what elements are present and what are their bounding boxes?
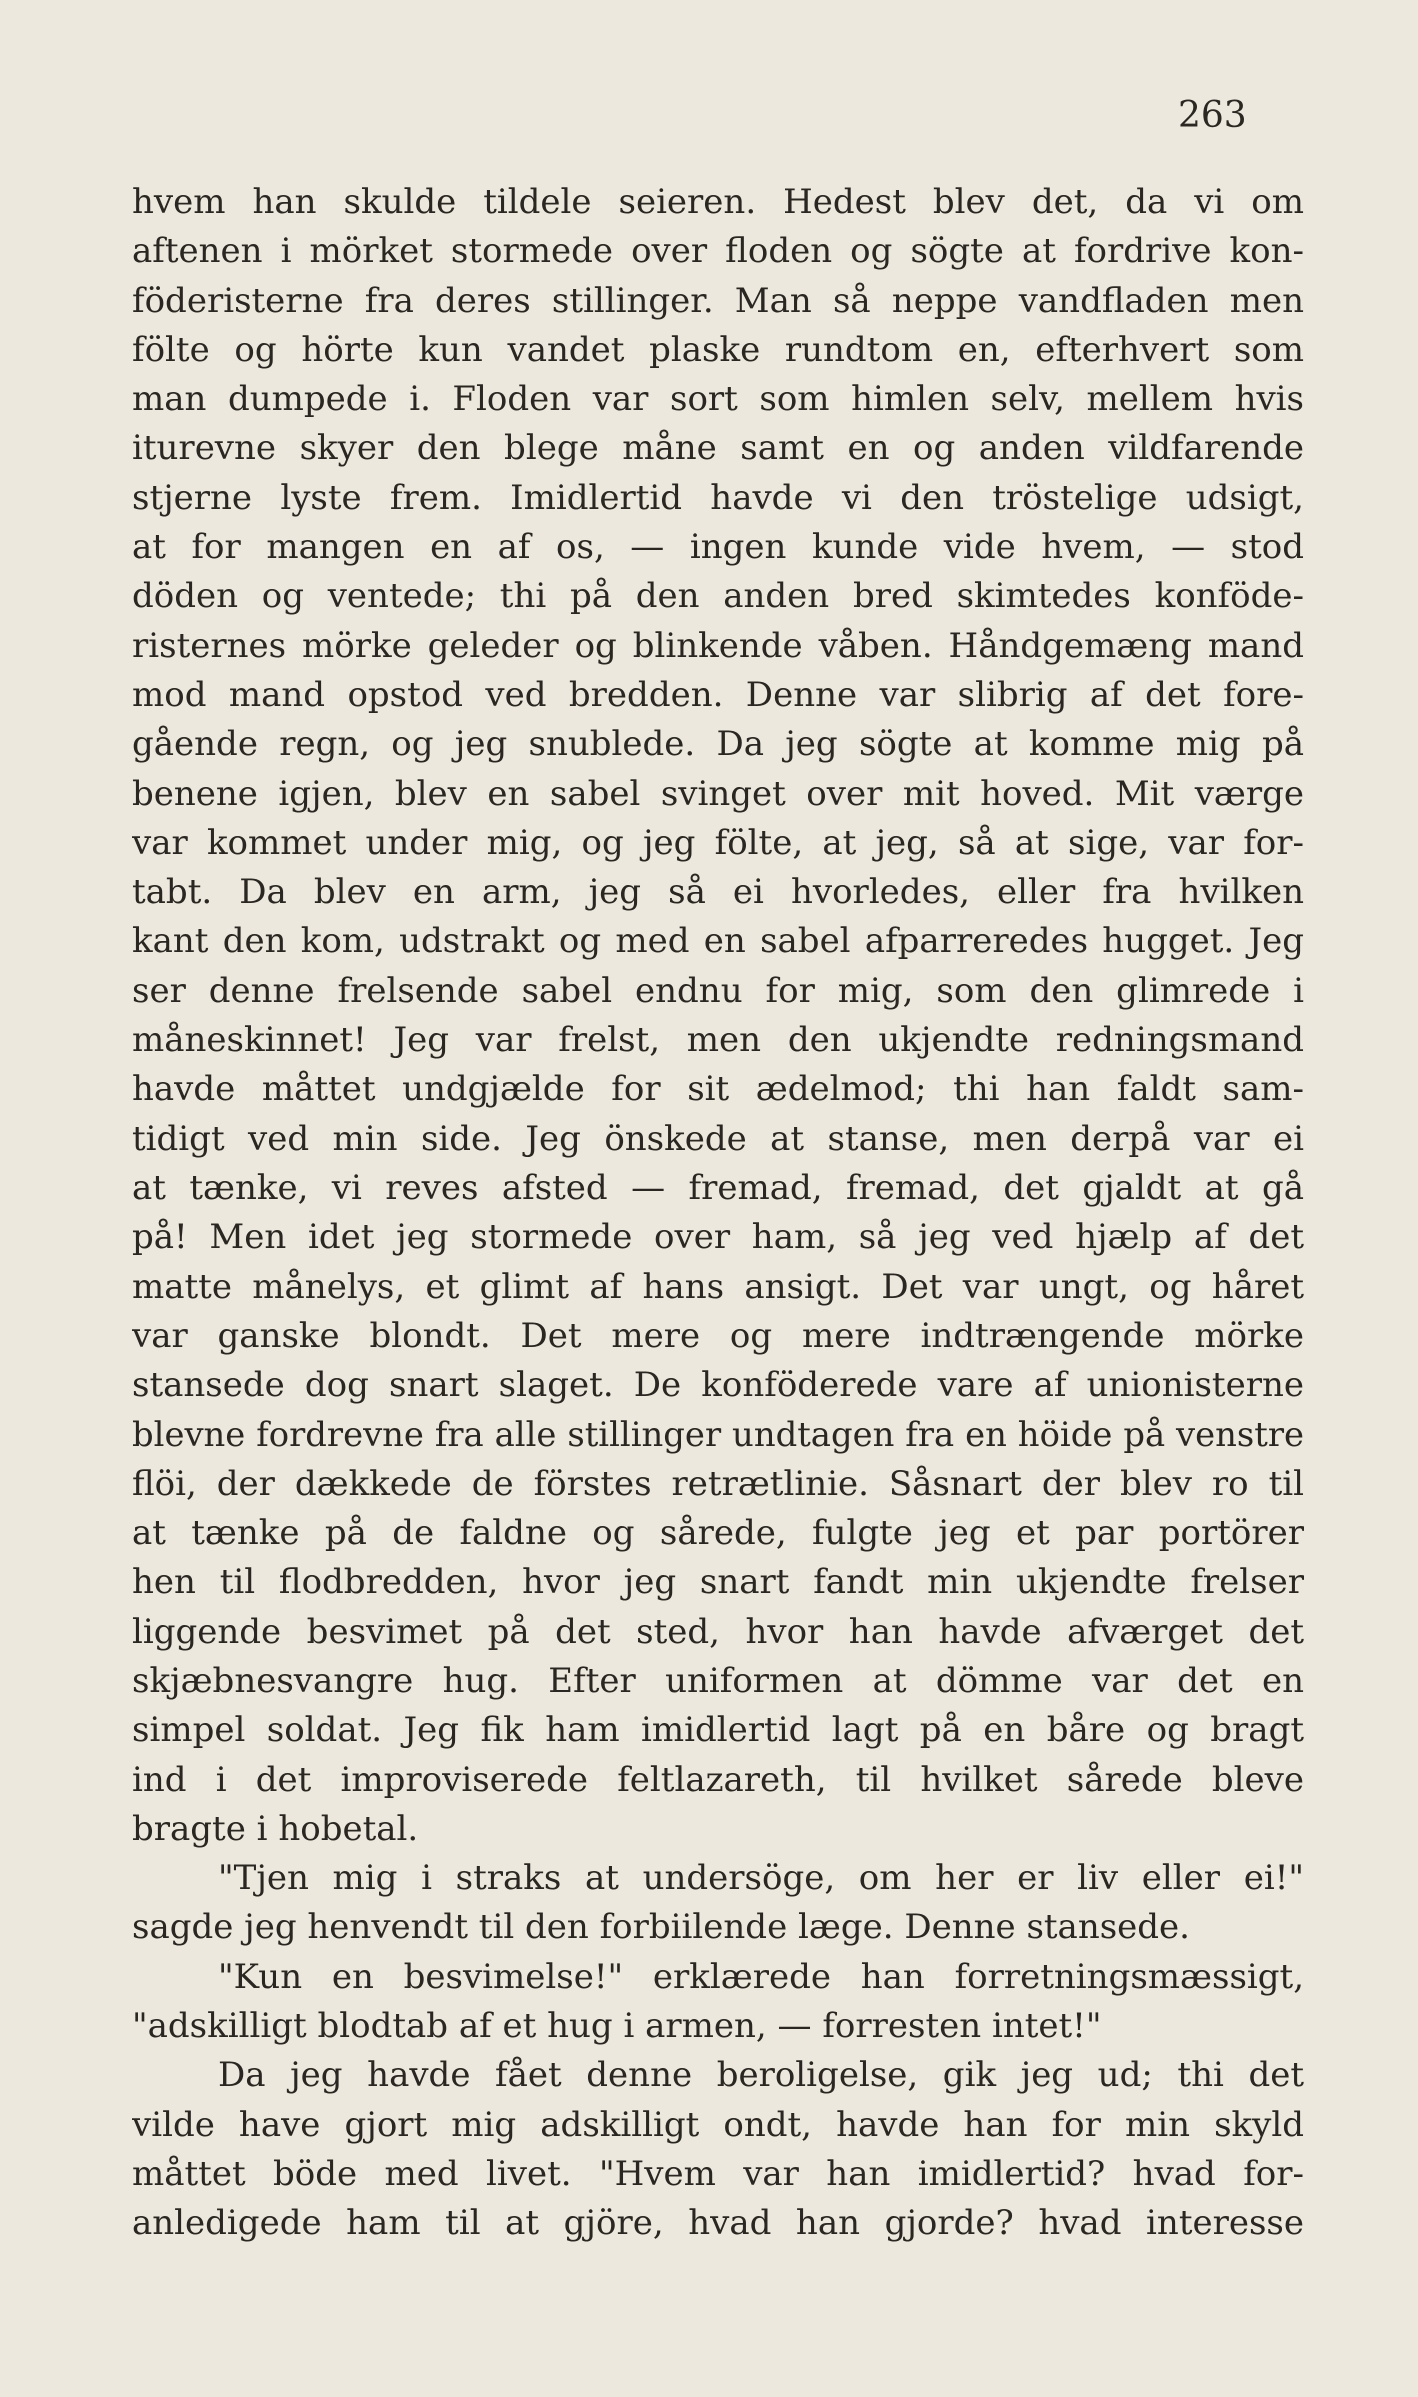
text-line: var kommet under mig, og jeg fölte, at jeg, så at sige, var for- <box>132 822 1304 863</box>
text-line: liggende besvimet på det sted, hvor han havde afværget det <box>132 1611 1304 1652</box>
text-line: var ganske blondt. Det mere og mere indtrængende mörke <box>132 1315 1304 1356</box>
paragraph <box>132 178 1304 1854</box>
paragraph <box>132 2051 1304 2248</box>
text-line: måttet böde med livet. "Hvem var han imidlertid? hvad for- <box>132 2153 1304 2194</box>
text-line: anledigede ham til at gjöre, hvad han gjorde? hvad interesse <box>132 2203 1304 2244</box>
text-line: måneskinnet! Jeg var frelst, men den ukjendte redningsmand <box>132 1020 1304 1061</box>
text-line: Da jeg havde fået denne beroligelse, gik jeg ud; thi det <box>218 2055 1304 2096</box>
paragraph <box>132 1854 1304 1953</box>
text-line: ser denne frelsende sabel endnu for mig, som den glimrede i <box>132 970 1304 1011</box>
text-line: tidigt ved min side. Jeg önskede at stanse, men derpå var ei <box>132 1118 1304 1159</box>
text-line: at tænke, vi reves afsted — fremad, fremad, det gjaldt at gå <box>132 1167 1304 1208</box>
text-line: gående regn, og jeg snublede. Da jeg sögte at komme mig på <box>132 724 1304 765</box>
text-line: "Kun en besvimelse!" erklærede han forretningsmæssigt, <box>218 1956 1304 1997</box>
text-line: "adskilligt blodtab af et hug i armen, — forresten intet!" <box>132 2005 1102 2046</box>
text-line: benene igjen, blev en sabel svinget over mit hoved. Mit værge <box>132 773 1304 814</box>
text-line: hvem han skulde tildele seieren. Hedest blev det, da vi om <box>132 182 1304 222</box>
text-line: flöi, der dækkede de förstes retrætlinie. Såsnart der blev ro til <box>132 1463 1304 1504</box>
text-line: skjæbnesvangre hug. Efter uniformen at dömme var det en <box>132 1660 1304 1701</box>
text-line: på! Men idet jeg stormede over ham, så jeg ved hjælp af det <box>132 1217 1304 1258</box>
text-line: ind i det improviserede feltlazareth, til hvilket sårede bleve <box>132 1759 1304 1800</box>
text-line: aftenen i mörket stormede over floden og sögte at fordrive kon- <box>132 231 1304 272</box>
text-line: havde måttet undgjælde for sit ædelmod; thi han faldt sam- <box>132 1069 1304 1110</box>
text-line: stjerne lyste frem. Imidlertid havde vi den tröstelige udsigt, <box>132 477 1304 518</box>
text-line: at for mangen en af os, — ingen kunde vide hvem, — stod <box>132 527 1304 568</box>
text-line: mod mand opstod ved bredden. Denne var slibrig af det fore- <box>132 674 1304 715</box>
text-line: simpel soldat. Jeg fik ham imidlertid lagt på en båre og bragt <box>132 1710 1304 1751</box>
text-line: sagde jeg henvendt til den forbiilende læge. Denne stansede. <box>132 1907 1190 1948</box>
text-line: iturevne skyer den blege måne samt en og anden vildfarende <box>132 428 1304 469</box>
text-line: föderisterne fra deres stillinger. Man så neppe vandfladen men <box>132 280 1304 321</box>
text-line: man dumpede i. Floden var sort som himlen selv, mellem hvis <box>132 379 1304 420</box>
text-line: risternes mörke geleder og blinkende våben. Håndgemæng mand <box>132 625 1304 666</box>
page-number: 263 <box>1178 95 1247 136</box>
text-line: bragte i hobetal. <box>132 1808 419 1849</box>
body-text <box>132 178 1304 2248</box>
text-line: vilde have gjort mig adskilligt ondt, havde han for min skyld <box>132 2104 1304 2145</box>
paragraph <box>132 1953 1304 2052</box>
text-line: kant den kom, udstrakt og med en sabel afparreredes hugget. Jeg <box>132 921 1304 962</box>
text-line: at tænke på de faldne og sårede, fulgte jeg et par portörer <box>132 1513 1304 1554</box>
text-line: stansede dog snart slaget. De konföderede vare af unionisterne <box>132 1365 1304 1406</box>
text-line: tabt. Da blev en arm, jeg så ei hvorledes, eller fra hvilken <box>132 872 1304 913</box>
text-line: hen til flodbredden, hvor jeg snart fandt min ukjendte frelser <box>132 1562 1304 1603</box>
text-line: matte månelys, et glimt af hans ansigt. Det var ungt, og håret <box>132 1266 1304 1307</box>
text-line: fölte og hörte kun vandet plaske rundtom en, efterhvert som <box>132 329 1304 370</box>
text-line: döden og ventede; thi på den anden bred skimtedes konföde- <box>132 576 1304 617</box>
text-line: blevne fordrevne fra alle stillinger undtagen fra en höide på venstre <box>132 1415 1304 1455</box>
text-line: "Tjen mig i straks at undersöge, om her er liv eller ei!" <box>218 1858 1304 1899</box>
